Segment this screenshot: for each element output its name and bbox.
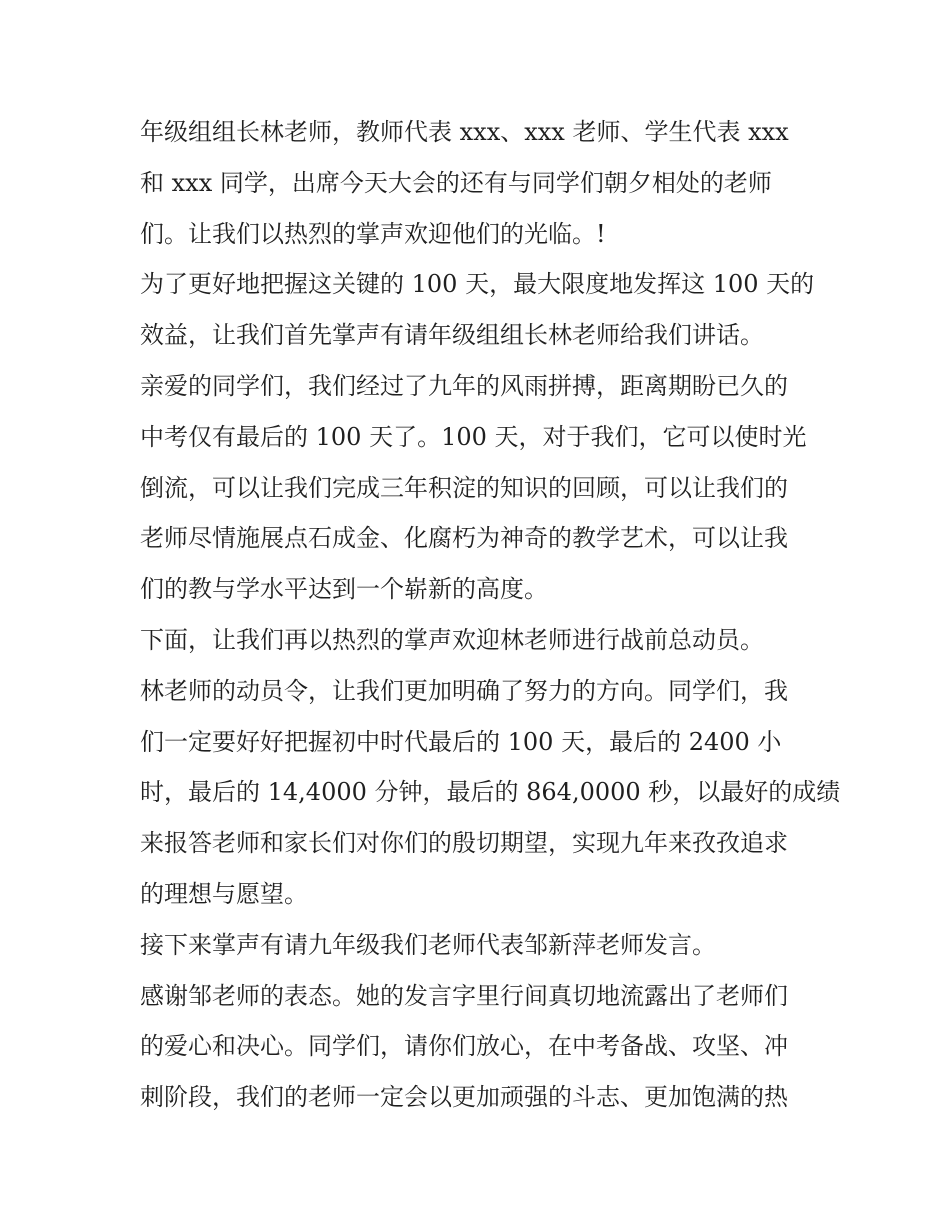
text-line: 们的教与学水平达到一个崭新的高度。 (140, 575, 548, 604)
text-line: 为了更好地把握这关键的 100 天，最大限度地发挥这 100 天的 (140, 270, 815, 299)
text-line: 感谢邹老师的表态。她的发言字里行间真切地流露出了老师们 (140, 981, 788, 1010)
text-line: 年级组组长林老师，教师代表 xxx、xxx 老师、学生代表 xxx (140, 118, 789, 146)
text-line: 们一定要好好把握初中时代最后的 100 天，最后的 2400 小 (140, 727, 782, 756)
text-line: 效益，让我们首先掌声有请年级组组长林老师给我们讲话。 (140, 321, 764, 350)
text-line: 和 xxx 同学，出席今天大会的还有与同学们朝夕相处的老师 (140, 168, 772, 197)
text-line: 老师尽情施展点石成金、化腐朽为神奇的教学艺术，可以让我 (140, 524, 788, 553)
text-line: 的爱心和决心。同学们，请你们放心，在中考备战、攻坚、冲 (140, 1032, 788, 1061)
text-line: 时，最后的 14,4000 分钟，最后的 864,0000 秒，以最好的成绩 (140, 778, 841, 807)
text-line: 的理想与愿望。 (140, 879, 308, 908)
text-line: 们。让我们以热烈的掌声欢迎他们的光临。! (140, 219, 606, 248)
text-line: 刺阶段，我们的老师一定会以更加顽强的斗志、更加饱满的热 (140, 1083, 788, 1112)
text-line: 来报答老师和家长们对你们的殷切期望，实现九年来孜孜追求 (140, 829, 788, 858)
text-line: 下面，让我们再以热烈的掌声欢迎林老师进行战前总动员。 (140, 625, 764, 654)
body-text (140, 107, 841, 1123)
text-line: 中考仅有最后的 100 天了。100 天，对于我们，它可以使时光 (140, 422, 807, 451)
text-line: 亲爱的同学们，我们经过了九年的风雨拼搏，距离期盼已久的 (140, 371, 788, 400)
text-line: 林老师的动员令，让我们更加明确了努力的方向。同学们，我 (140, 676, 788, 705)
text-line: 接下来掌声有请九年级我们老师代表邹新萍老师发言。 (140, 930, 716, 959)
text-line: 倒流，可以让我们完成三年积淀的知识的回顾，可以让我们的 (140, 473, 788, 502)
